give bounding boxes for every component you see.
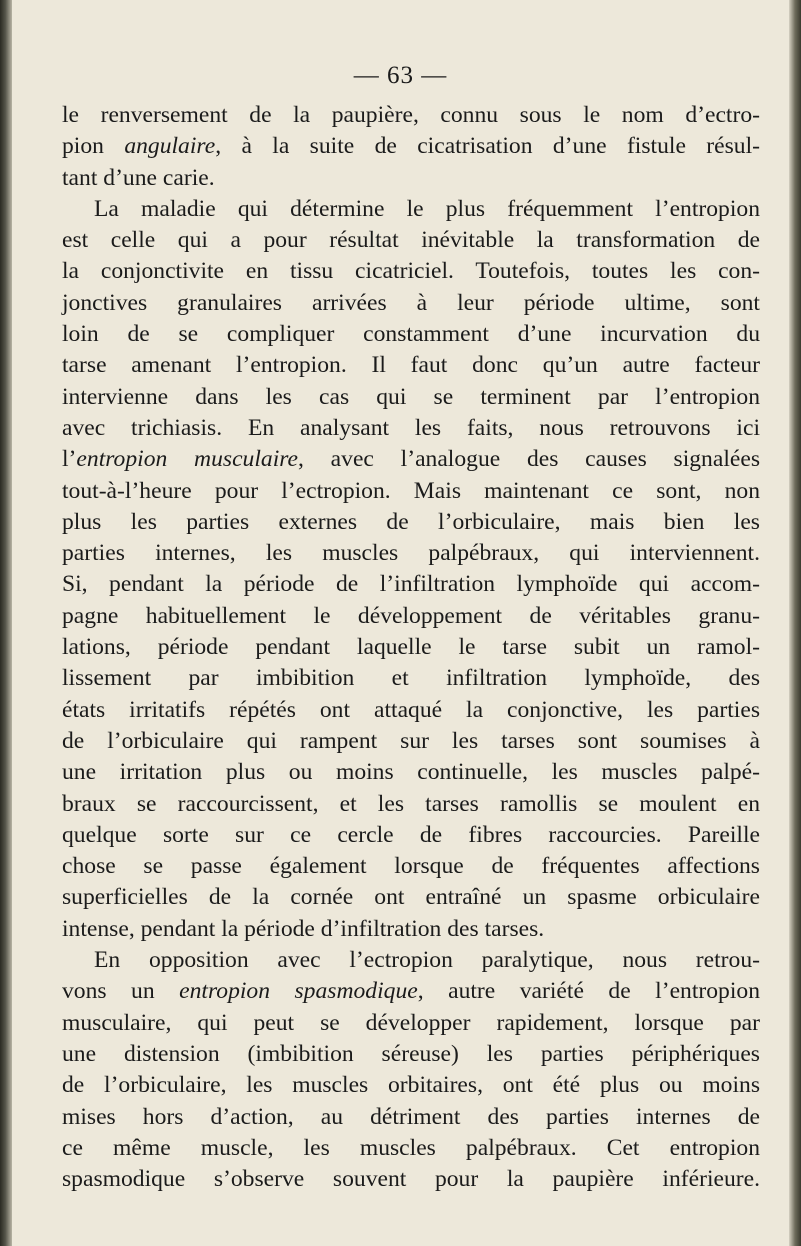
body-text: [62, 100, 760, 1195]
text-line: [62, 444, 760, 475]
text-run: lissement par imbibition et infiltration lymphoïde, des: [62, 665, 760, 692]
italic-term: angulaire: [124, 133, 216, 160]
text-line: [62, 507, 760, 538]
text-line: [62, 319, 760, 350]
text-line: [62, 726, 760, 757]
text-run: chose se passe également lorsque de fréquentes affections: [62, 853, 760, 880]
text-run: jonctives granulaires arrivées à leur période ultime, sont: [62, 289, 760, 316]
text-line: [62, 538, 760, 569]
text-run: avec trichiasis. En analysant les faits, nous retrouvons ici: [62, 414, 760, 441]
text-run: mises hors d’action, au détriment des parties internes de: [62, 1103, 760, 1130]
text-line: [62, 945, 760, 976]
italic-term: entropion spasmodique: [179, 978, 418, 1005]
text-run: tant d’une carie.: [62, 164, 215, 191]
page-left-edge: [0, 0, 12, 1246]
text-run: une distension (imbibition séreuse) les parties périphériques: [62, 1040, 760, 1067]
text-line: [62, 1133, 760, 1164]
text-run: parties internes, les muscles palpébraux, qui interviennent.: [62, 540, 760, 567]
text-run: , avec l’analogue des causes signalées: [298, 446, 761, 473]
text-line: [62, 256, 760, 287]
text-line: [62, 194, 760, 225]
text-run: le renversement de la paupière, connu sous le nom d’ectro-: [62, 102, 760, 128]
text-line: [62, 632, 760, 663]
text-run: intervienne dans les cas qui se terminent par l’entropion: [62, 383, 760, 410]
text-line: [62, 663, 760, 694]
text-run: Si, pendant la période de l’infiltration lymphoïde qui accom-: [62, 571, 760, 598]
text-run: une irritation plus ou moins continuelle, les muscles palpé-: [62, 759, 760, 786]
text-line: [62, 569, 760, 600]
italic-term: entropion musculaire: [76, 446, 299, 473]
text-line: [62, 413, 760, 444]
text-line: [62, 1070, 760, 1101]
text-run: , à la suite de cicatrisation d’une fistule résul-: [215, 133, 760, 160]
text-run: superficielles de la cornée ont entraîné un spasme orbiculaire: [62, 884, 760, 911]
text-line: [62, 882, 760, 913]
text-run: musculaire, qui peut se développer rapidement, lorsque par: [62, 1009, 760, 1036]
text-line: [62, 131, 760, 162]
text-line: [62, 382, 760, 413]
text-line: [62, 1039, 760, 1070]
text-run: En opposition avec l’ectropion paralytique, nous retrou-: [94, 947, 760, 974]
text-line: [62, 820, 760, 851]
text-run: tout-à-l’heure pour l’ectropion. Mais maintenant ce sont, non: [62, 477, 760, 504]
page-right-edge: [789, 0, 801, 1246]
text-line: [62, 350, 760, 381]
text-run: braux se raccourcissent, et les tarses ramollis se moulent en: [62, 790, 760, 817]
text-run: quelque sorte sur ce cercle de fibres raccourcies. Pareille: [62, 821, 760, 848]
text-line: [62, 476, 760, 507]
text-line: [62, 1164, 760, 1195]
text-run: , autre variété de l’entropion: [417, 978, 760, 1005]
text-run: est celle qui a pour résultat inévitable la transformation de: [62, 227, 760, 254]
text-run: lations, période pendant laquelle le tarse subit un ramol-: [62, 634, 760, 661]
text-line: [62, 225, 760, 256]
text-run: intense, pendant la période d’infiltration des tarses.: [62, 915, 545, 942]
text-line: [62, 789, 760, 820]
text-line: [62, 100, 760, 131]
text-run: états irritatifs répétés ont attaqué la conjonctive, les parties: [62, 696, 760, 723]
text-line: [62, 695, 760, 726]
text-line: [62, 601, 760, 632]
text-line: [62, 1008, 760, 1039]
text-run: de l’orbiculaire, les muscles orbitaires, ont été plus ou moins: [62, 1072, 760, 1099]
text-run: plus les parties externes de l’orbiculaire, mais bien les: [62, 508, 760, 535]
text-run: de l’orbiculaire qui rampent sur les tarses sont soumises à: [62, 727, 760, 754]
text-line: [62, 914, 760, 945]
text-run: l’: [62, 446, 77, 473]
text-run: loin de se compliquer constamment d’une incurvation du: [62, 321, 760, 348]
text-line: [62, 851, 760, 882]
text-run: ce même muscle, les muscles palpébraux. Cet entropion: [62, 1134, 760, 1161]
text-line: [62, 757, 760, 788]
text-run: La maladie qui détermine le plus fréquemment l’entropion: [94, 195, 760, 222]
text-run: pagne habituellement le développement de véritables granu-: [62, 602, 760, 629]
text-run: vons un: [62, 978, 180, 1005]
text-run: tarse amenant l’entropion. Il faut donc qu’un autre facteur: [62, 352, 760, 379]
text-line: [62, 976, 760, 1007]
page-number: — 63 —: [353, 62, 448, 89]
text-run: la conjonctivite en tissu cicatriciel. Toutefois, toutes les con-: [62, 258, 760, 285]
text-line: [62, 288, 760, 319]
text-run: pion: [62, 133, 125, 160]
text-line: [62, 163, 760, 194]
text-line: [62, 1102, 760, 1133]
text-run: spasmodique s’observe souvent pour la paupière inférieure.: [62, 1166, 760, 1193]
